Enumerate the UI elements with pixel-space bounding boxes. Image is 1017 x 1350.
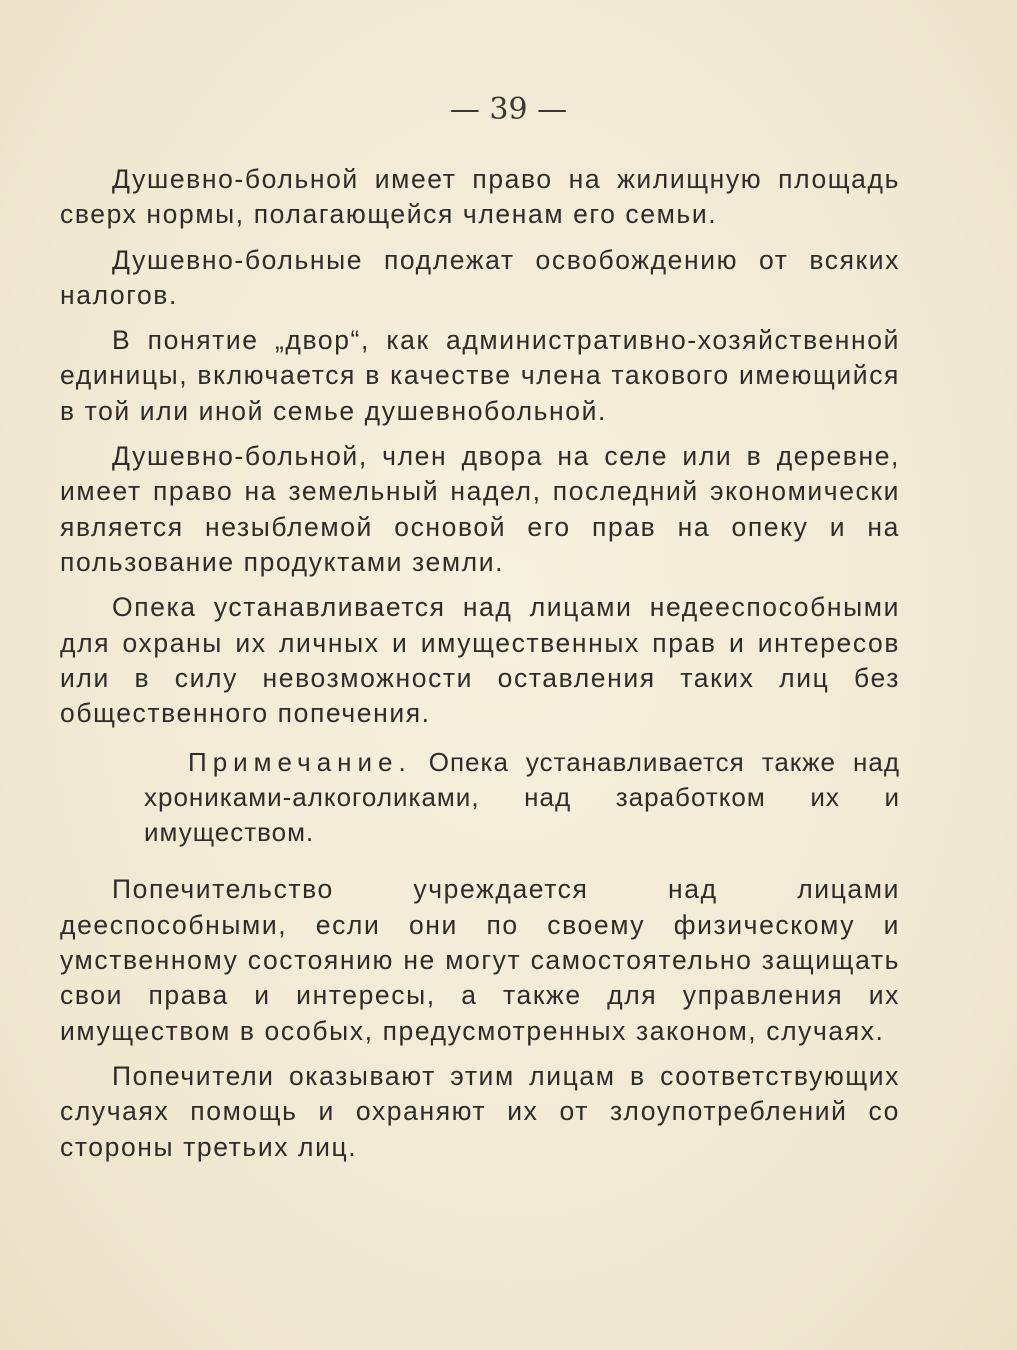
- paragraph-taxes: Душевно-больные подлежат освобождению от всяких налогов.: [60, 244, 900, 310]
- note-text: Опека устанавливается также над хрониками-алкоголиками, над заработком их и имуществом.: [144, 747, 900, 848]
- paragraph-trustees: Попечители оказывают этим лицам в соответствующих случаях помощь и охраняют их от злоупотреблений со стороны третьих лиц.: [60, 1060, 900, 1162]
- note: [144, 745, 900, 850]
- paragraph-housing: Душевно-больной имеет право на жилищную площадь сверх нормы, полагающейся членам его семьи.: [60, 164, 900, 230]
- page-body: [60, 162, 900, 1175]
- paragraph-household: В понятие „двор“, как административно-хозяйственной единицы, включается в качестве члена такового имеющийся в той или иной семье душевнобольной.: [60, 325, 900, 426]
- paragraph-guardianship: Опека устанавливается над лицами недееспособными для охраны их личных и имущественных прав и интересов или в силу невозможности оставления таких лиц без общественного попечения.: [60, 592, 900, 729]
- page-number: — 39 —: [449, 92, 568, 127]
- note-lead: Примечание.: [188, 747, 412, 778]
- paragraph-land: Душевно-больной, член двора на селе или в деревне, имеет право на земельный надел, последний экономически является незыблемой основой его прав на опеку и на пользование продуктами земли.: [60, 441, 900, 577]
- paragraph-trusteeship: Попечительство учреждается над лицами дееспособными, если они по своему физическому и умственному состоянию не могут самостоятельно защищать свои права и интересы, а также для управления их имуществом в особых, предусмотренных законом, случаях.: [60, 874, 900, 1046]
